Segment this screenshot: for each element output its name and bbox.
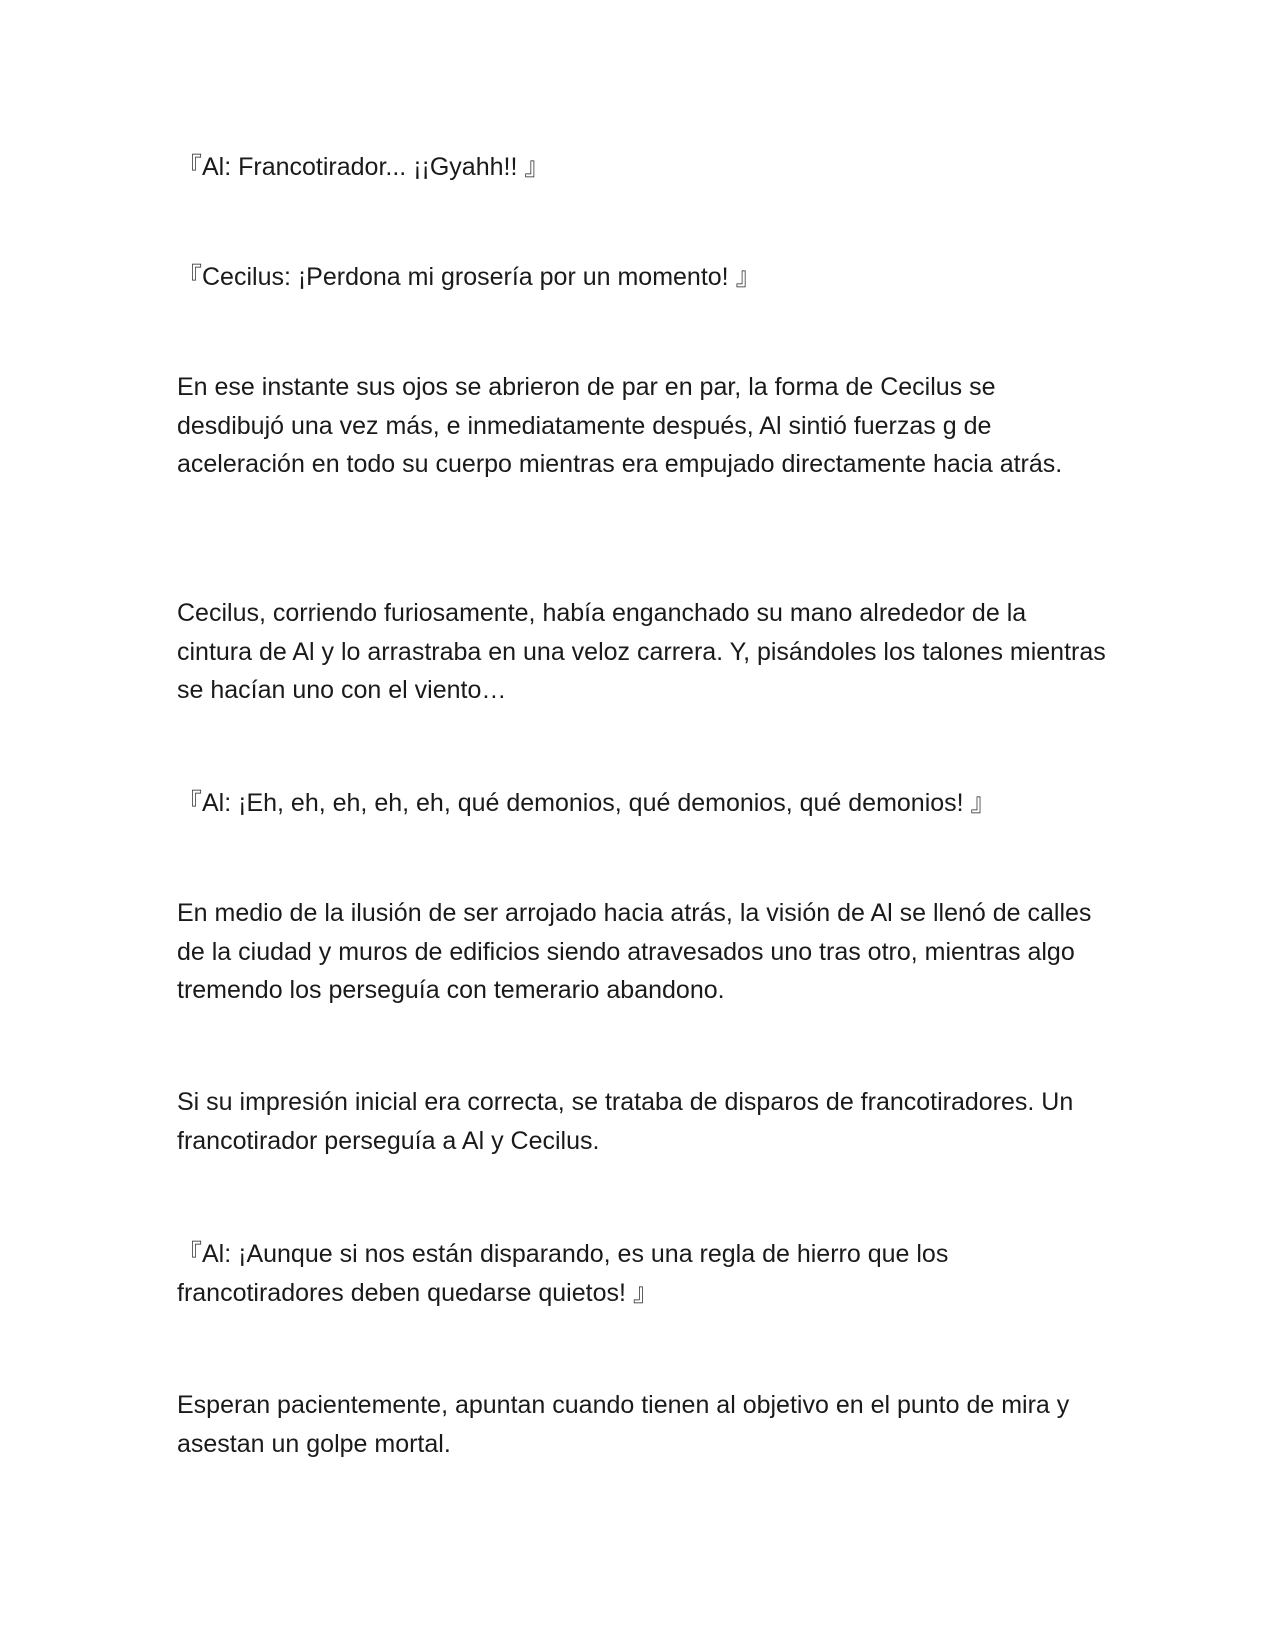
dialogue-al-2: 『Al: ¡Eh, eh, eh, eh, eh, qué demonios, qué demonios, qué demonios! 』 <box>177 789 996 817</box>
dialogue-al-1: 『Al: Francotirador... ¡¡Gyahh!! 』 <box>177 153 550 181</box>
narration-paragraph-4: Si su impresión inicial era correcta, se trataba de disparos de francotiradores. Un francotirador perseguía a Al y Cecilus. <box>177 1088 1081 1155</box>
dialogue-al-3: 『Al: ¡Aunque si nos están disparando, es una regla de hierro que los francotiradores deben quedarse quietos! 』 <box>177 1240 956 1307</box>
narration-paragraph-2: Cecilus, corriendo furiosamente, había enganchado su mano alrededor de la cintura de Al y lo arrastraba en una veloz carrera. Y, pisándoles los talones mientras se hacían uno con el viento… <box>177 599 1113 704</box>
narration-paragraph-1: En ese instante sus ojos se abrieron de par en par, la forma de Cecilus se desdibujó una vez más, e inmediatamente después, Al sintió fuerzas g de aceleración en todo su cuerpo mientras era empujado directamente hacia atrás. <box>177 373 1063 478</box>
dialogue-cecilus-1: 『Cecilus: ¡Perdona mi grosería por un momento! 』 <box>177 263 761 291</box>
narration-paragraph-3: En medio de la ilusión de ser arrojado hacia atrás, la visión de Al se llenó de calles de la ciudad y muros de edificios siendo atravesados uno tras otro, mientras algo tremendo los perseguía con temerario abandono. <box>177 899 1099 1004</box>
narration-paragraph-5: Esperan pacientemente, apuntan cuando tienen al objetivo en el punto de mira y asestan un golpe mortal. <box>177 1391 1077 1458</box>
